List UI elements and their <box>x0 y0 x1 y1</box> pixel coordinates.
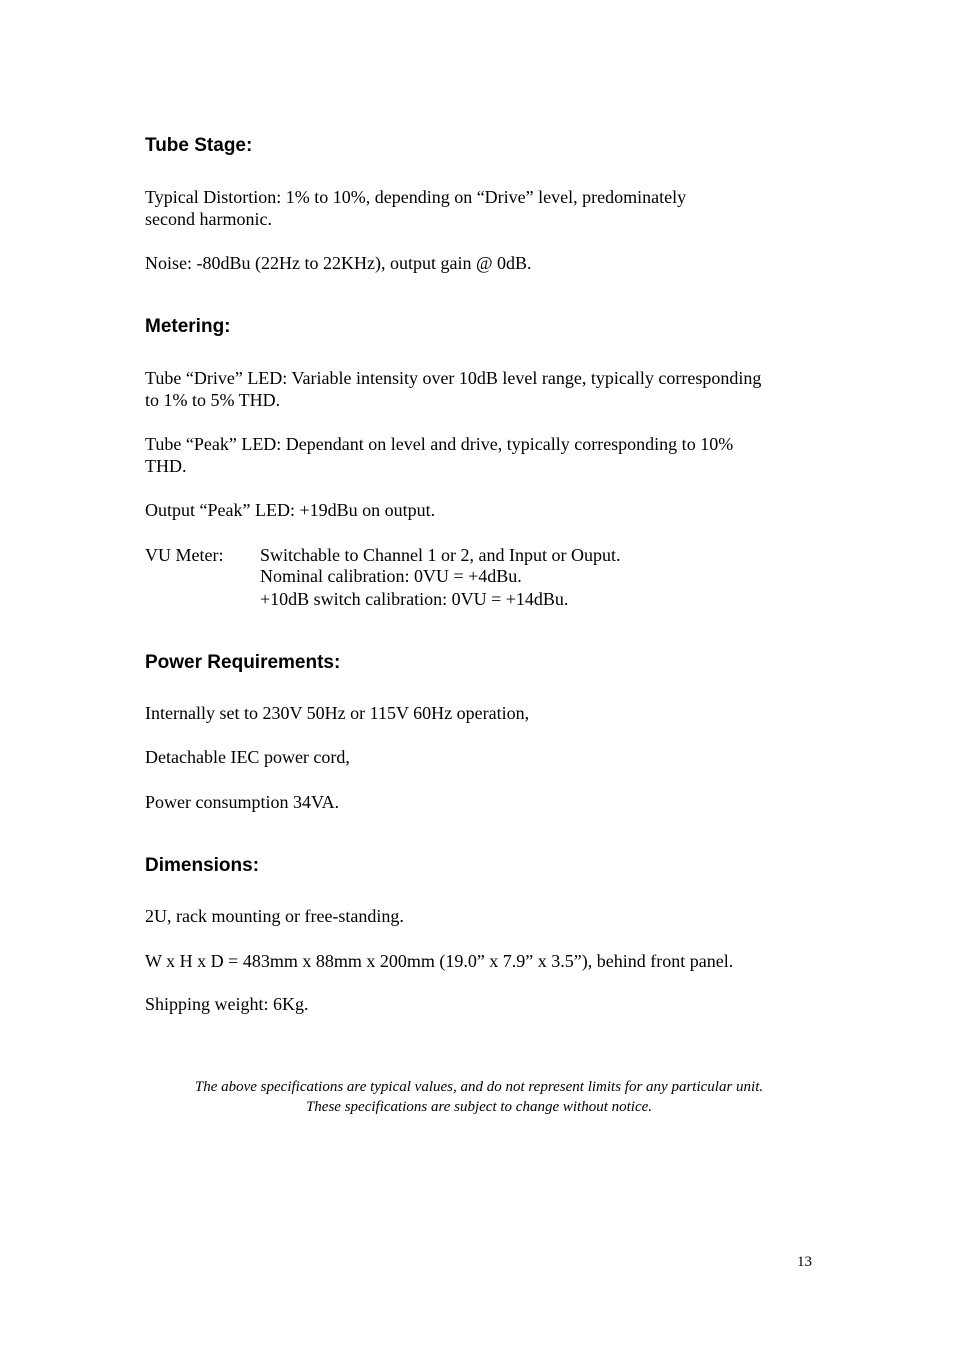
vu-meter-line: +10dB switch calibration: 0VU = +14dBu. <box>260 589 569 609</box>
section-heading-power: Power Requirements: <box>145 652 341 673</box>
tube-distortion-line-2: second harmonic. <box>145 209 272 229</box>
section-heading-dimensions: Dimensions: <box>145 855 260 876</box>
metering-drive-line-2: to 1% to 5% THD. <box>145 390 281 410</box>
metering-output-peak: Output “Peak” LED: +19dBu on output. <box>145 500 436 520</box>
metering-drive-line-1: Tube “Drive” LED: Variable intensity over 10dB level range, typically corresponding <box>145 368 762 388</box>
vu-meter-line: Switchable to Channel 1 or 2, and Input or Ouput. <box>260 545 621 565</box>
dimensions-line-1: 2U, rack mounting or free-standing. <box>145 906 404 926</box>
metering-peak-line-1: Tube “Peak” LED: Dependant on level and drive, typically corresponding to 10% <box>145 434 734 454</box>
section-heading-metering: Metering: <box>145 316 231 337</box>
metering-peak-line-2: THD. <box>145 456 187 476</box>
tube-noise: Noise: -80dBu (22Hz to 22KHz), output gain @ 0dB. <box>145 253 532 273</box>
dimensions-line-3: Shipping weight: 6Kg. <box>145 994 309 1014</box>
power-line-1: Internally set to 230V 50Hz or 115V 60Hz operation, <box>145 703 530 723</box>
power-line-3: Power consumption 34VA. <box>145 792 340 812</box>
power-line-2: Detachable IEC power cord, <box>145 747 350 767</box>
specifications-note-line-2: These specifications are subject to change without notice. <box>305 1099 653 1115</box>
specifications-note-line-1: The above specifications are typical values, and do not represent limits for any particular unit. <box>194 1079 764 1095</box>
vu-meter-label: VU Meter: <box>145 545 224 565</box>
dimensions-line-2: W x H x D = 483mm x 88mm x 200mm (19.0” x 7.9” x 3.5”), behind front panel. <box>145 951 734 971</box>
section-heading-tube-stage: Tube Stage: <box>145 135 253 156</box>
tube-distortion-line-1: Typical Distortion: 1% to 10%, depending on “Drive” level, predominately <box>145 187 687 207</box>
vu-meter-line: Nominal calibration: 0VU = +4dBu. <box>260 566 522 586</box>
page-number: 13 <box>797 1254 812 1270</box>
